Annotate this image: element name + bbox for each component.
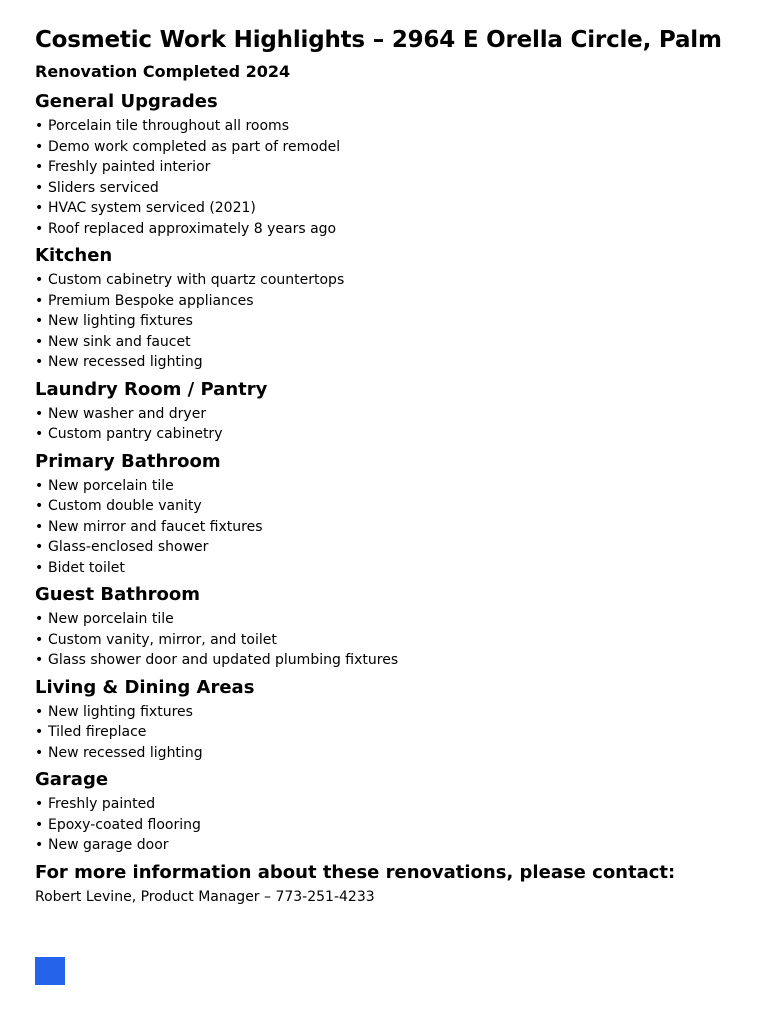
list-item-text: Freshly painted interior <box>48 159 211 175</box>
bullet-icon: • <box>35 333 44 350</box>
section-heading: Guest Bathroom <box>35 584 201 605</box>
list-item <box>35 137 768 158</box>
list-item-text: Premium Bespoke appliances <box>48 292 254 309</box>
list-item <box>35 815 768 836</box>
bullet-icon: • <box>35 200 44 216</box>
list-item <box>35 219 768 240</box>
bullet-icon: • <box>35 118 44 134</box>
list-item <box>35 537 768 558</box>
list-item <box>35 291 768 312</box>
section-heading: Laundry Room / Pantry <box>35 378 268 400</box>
list-item-text: Bidet toilet <box>48 559 125 576</box>
sections-container <box>35 91 768 856</box>
list-item <box>35 722 768 743</box>
list-item-text: Demo work completed as part of remodel <box>48 138 341 155</box>
bullet-icon: • <box>35 796 44 812</box>
section-list <box>35 476 768 579</box>
list-item <box>35 558 768 579</box>
list-item <box>35 332 768 353</box>
list-item-text: Tiled fireplace <box>48 724 147 740</box>
list-item <box>35 702 768 723</box>
list-item-text: Sliders serviced <box>48 179 159 196</box>
section-list <box>35 116 768 239</box>
list-item-text: New porcelain tile <box>48 477 174 494</box>
list-item <box>35 609 768 630</box>
section-list <box>35 609 768 671</box>
list-item-text: Custom cabinetry with quartz countertops <box>48 272 345 288</box>
list-item <box>35 116 768 137</box>
section-list <box>35 270 768 373</box>
bullet-icon: • <box>35 354 44 370</box>
list-item <box>35 404 768 425</box>
list-item-text: New lighting fixtures <box>48 313 193 329</box>
list-item <box>35 270 768 291</box>
section-heading: Primary Bathroom <box>35 450 221 472</box>
list-item <box>35 835 768 856</box>
bullet-icon: • <box>35 498 44 514</box>
list-item <box>35 424 768 445</box>
list-item-text: Custom vanity, mirror, and toilet <box>48 631 277 648</box>
bullet-icon: • <box>35 837 44 853</box>
bullet-icon: • <box>35 724 44 740</box>
list-item <box>35 517 768 538</box>
bullet-icon: • <box>35 292 44 309</box>
list-item-text: New garage door <box>48 837 169 853</box>
list-item <box>35 178 768 199</box>
list-item-text: New washer and dryer <box>48 405 207 422</box>
section-list <box>35 794 768 856</box>
section-heading: General Upgrades <box>35 91 218 112</box>
contact-line: Robert Levine, Product Manager – 773-251-4233 <box>35 888 375 905</box>
list-item <box>35 794 768 815</box>
list-item-text: HVAC system serviced (2021) <box>48 200 256 216</box>
list-item <box>35 496 768 517</box>
bullet-icon: • <box>35 426 44 442</box>
bullet-icon: • <box>35 220 44 237</box>
list-item-text: Glass shower door and updated plumbing fixtures <box>48 652 399 668</box>
bullet-icon: • <box>35 611 44 627</box>
bullet-icon: • <box>35 313 44 329</box>
bullet-icon: • <box>35 272 44 288</box>
page-subtitle: Renovation Completed 2024 <box>35 62 291 81</box>
list-item-text: New sink and faucet <box>48 333 191 350</box>
list-item-text: New lighting fixtures <box>48 703 193 720</box>
bullet-icon: • <box>35 179 44 196</box>
list-item <box>35 198 768 219</box>
bullet-icon: • <box>35 539 44 555</box>
list-item <box>35 352 768 373</box>
bullet-icon: • <box>35 159 44 175</box>
list-item-text: Epoxy-coated flooring <box>48 816 201 833</box>
bullet-icon: • <box>35 138 44 155</box>
list-item-text: New recessed lighting <box>48 744 203 761</box>
list-item-text: New mirror and faucet fixtures <box>48 518 263 535</box>
list-item-text: Freshly painted <box>48 796 156 812</box>
list-item <box>35 630 768 651</box>
bullet-icon: • <box>35 816 44 833</box>
bullet-icon: • <box>35 631 44 648</box>
bullet-icon: • <box>35 559 44 576</box>
list-item <box>35 157 768 178</box>
list-item-text: Glass-enclosed shower <box>48 539 209 555</box>
page-title: Cosmetic Work Highlights – 2964 E Orella Circle, Palm <box>35 27 722 53</box>
list-item <box>35 650 768 671</box>
section-heading: Garage <box>35 769 109 790</box>
bullet-icon: • <box>35 477 44 494</box>
bullet-icon: • <box>35 744 44 761</box>
list-item-text: Porcelain tile throughout all rooms <box>48 118 289 134</box>
list-item-text: Custom pantry cabinetry <box>48 426 223 442</box>
section-heading: Living & Dining Areas <box>35 676 255 698</box>
list-item-text: Roof replaced approximately 8 years ago <box>48 220 337 237</box>
bullet-icon: • <box>35 703 44 720</box>
list-item-text: New recessed lighting <box>48 354 203 370</box>
list-item <box>35 476 768 497</box>
section-list <box>35 702 768 764</box>
list-item <box>35 311 768 332</box>
list-item-text: Custom double vanity <box>48 498 202 514</box>
contact-heading: For more information about these renovations, please contact: <box>35 861 676 883</box>
list-item <box>35 743 768 764</box>
bullet-icon: • <box>35 405 44 422</box>
section-heading: Kitchen <box>35 245 113 266</box>
blue-marker <box>35 957 65 985</box>
bullet-icon: • <box>35 652 44 668</box>
section-list <box>35 404 768 445</box>
bullet-icon: • <box>35 518 44 535</box>
list-item-text: New porcelain tile <box>48 611 174 627</box>
